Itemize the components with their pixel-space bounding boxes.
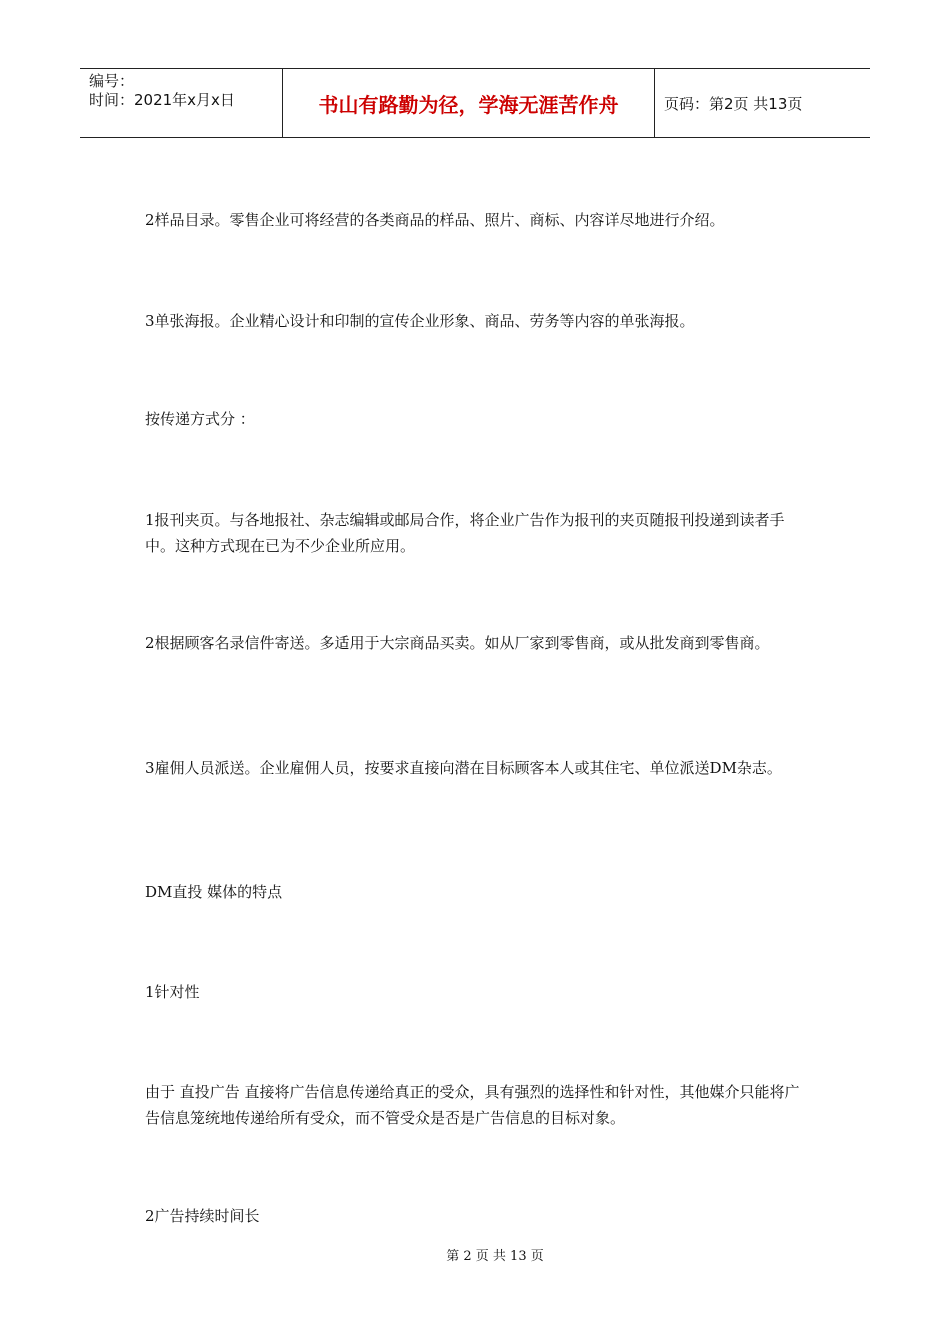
header-page-info: 页码：第2页 共13页 xyxy=(664,94,803,113)
paragraph: 3单张海报。企业精心设计和印制的宣传企业形象、商品、劳务等内容的单张海报。 xyxy=(145,312,695,330)
code-label: 编号： xyxy=(89,72,135,90)
paragraph: 由于 直投广告 直接将广告信息传递给真正的受众，具有强烈的选择性和针对性，其他媒介只能将广告信息笼统地传递给所有受众，而不管受众是否是广告信息的目标对象。 xyxy=(145,1083,800,1127)
section-heading: DM直投 媒体的特点 xyxy=(145,883,283,901)
footer-page-number: 第 2 页 共 13 页 xyxy=(446,1249,544,1264)
header-meta xyxy=(80,69,282,137)
header-motto: 书山有路勤为径，学海无涯苦作舟 xyxy=(282,69,655,137)
date-label: 时间：2021年x月x日 xyxy=(89,91,235,109)
subheading: 2广告持续时间长 xyxy=(145,1207,260,1225)
section-heading: 按传递方式分 ： xyxy=(145,410,255,428)
subheading: 1针对性 xyxy=(145,983,200,1001)
paragraph: 2样品目录。零售企业可将经营的各类商品的样品、照片、商标、内容详尽地进行介绍。 xyxy=(145,211,725,229)
page-header xyxy=(80,68,870,138)
page-footer xyxy=(0,1245,950,1264)
paragraph: 1报刊夹页。与各地报社、杂志编辑或邮局合作，将企业广告作为报刊的夹页随报刊投递到读者手中。这种方式现在已为不少企业所应用。 xyxy=(145,511,785,555)
paragraph: 2根据顾客名录信件寄送。多适用于大宗商品买卖。如从厂家到零售商，或从批发商到零售商。 xyxy=(145,634,770,652)
paragraph: 3雇佣人员派送。企业雇佣人员，按要求直接向潜在目标顾客本人或其住宅、单位派送DM杂志。 xyxy=(145,759,782,777)
